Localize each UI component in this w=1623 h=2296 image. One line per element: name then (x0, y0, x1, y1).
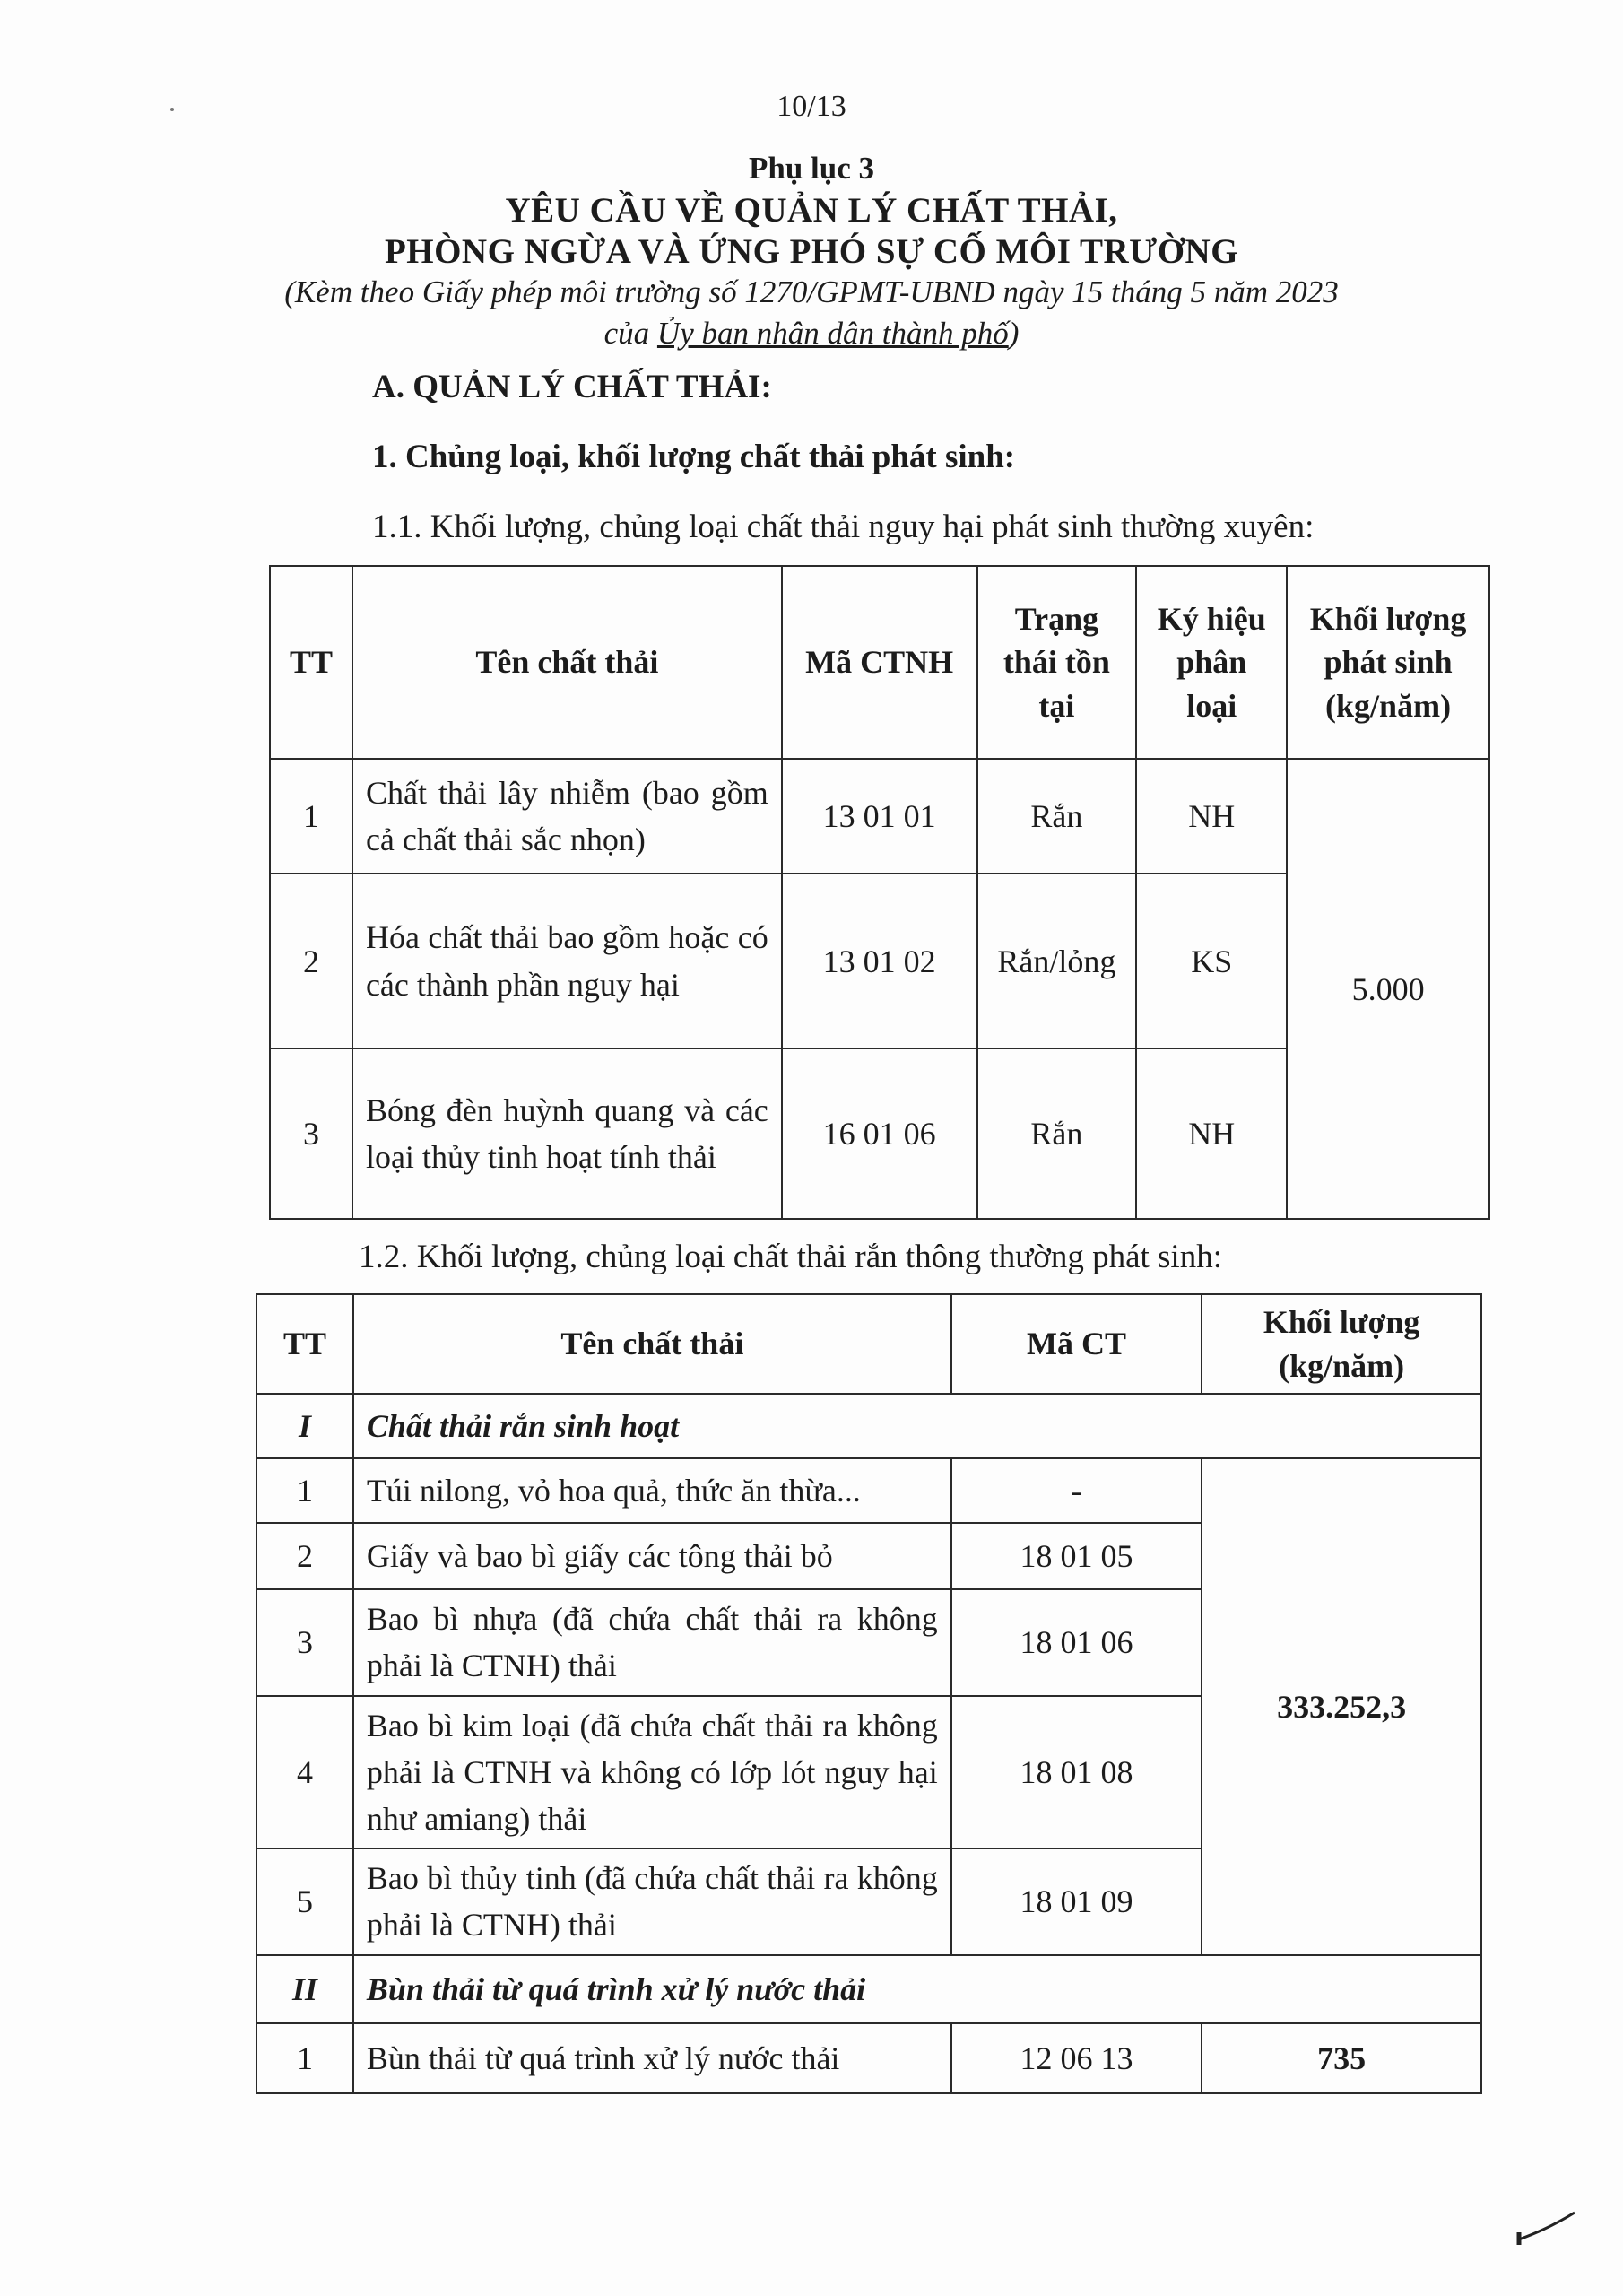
table-row (256, 1458, 1481, 1523)
table-row (270, 759, 1489, 874)
waste-code: 18 01 06 (951, 1589, 1202, 1695)
section-heading-1-1: 1.1. Khối lượng, chủng loại chất thải nguy hại phát sinh thường xuyên: (372, 509, 1315, 545)
row-number: 3 (270, 1048, 352, 1219)
waste-name: Bao bì thủy tinh (đã chứa chất thải ra không phải là CTNH) thải (353, 1848, 951, 1954)
page-number: 10/13 (777, 90, 846, 123)
waste-code: 12 06 13 (951, 2023, 1202, 2093)
appendix-label: Phụ lục 3 (748, 151, 875, 186)
waste-code: 13 01 01 (782, 759, 977, 874)
column-header: Trạng thái tồn tại (977, 566, 1137, 759)
column-header: TT (256, 1294, 353, 1394)
document-title-line-2: PHÒNG NGỪA VÀ ỨNG PHÓ SỰ CỐ MÔI TRƯỜNG (384, 232, 1239, 271)
document-subtitle-line-1: (Kèm theo Giấy phép môi trường số 1270/GPMT-UBND ngày 15 tháng 5 năm 2023 (284, 274, 1339, 309)
row-number: 5 (256, 1848, 353, 1954)
waste-state: Rắn/lỏng (977, 874, 1137, 1048)
waste-code: 16 01 06 (782, 1048, 977, 1219)
waste-class: KS (1136, 874, 1287, 1048)
issuing-authority: Ủy ban nhân dân thành phố (656, 316, 1009, 351)
document-title-line-1: YÊU CẦU VỀ QUẢN LÝ CHẤT THẢI, (505, 191, 1118, 230)
waste-code: 18 01 05 (951, 1523, 1202, 1589)
group-title: Bùn thải từ quá trình xử lý nước thải (353, 1955, 1481, 2023)
hazardous-waste-table (269, 565, 1490, 1220)
row-number: 1 (256, 1458, 353, 1523)
waste-amount: 735 (1202, 2023, 1481, 2093)
row-number: 2 (256, 1523, 353, 1589)
row-number: 2 (270, 874, 352, 1048)
total-amount: 5.000 (1287, 759, 1489, 1219)
waste-name: Hóa chất thải bao gồm hoặc có các thành phần nguy hại (352, 874, 782, 1048)
column-header: Mã CTNH (782, 566, 977, 759)
waste-name: Bóng đèn huỳnh quang và các loại thủy tinh hoạt tính thải (352, 1048, 782, 1219)
table-header-row (256, 1294, 1481, 1394)
waste-name: Bao bì nhựa (đã chứa chất thải ra không phải là CTNH) thải (353, 1589, 951, 1695)
row-number: 3 (256, 1589, 353, 1695)
group-number: II (256, 1955, 353, 2023)
solid-waste-table (256, 1293, 1482, 2094)
column-header: Mã CT (951, 1294, 1202, 1394)
waste-class: NH (1136, 759, 1287, 874)
document-subtitle-line-2 (0, 316, 1623, 352)
waste-class: NH (1136, 1048, 1287, 1219)
table-header-row (270, 566, 1489, 759)
waste-state: Rắn (977, 1048, 1137, 1219)
total-amount: 333.252,3 (1202, 1458, 1481, 1954)
subtitle-prefix: của (603, 316, 657, 351)
section-heading-1: 1. Chủng loại, khối lượng chất thải phát sinh: (372, 439, 1016, 475)
section-heading-1-2: 1.2. Khối lượng, chủng loại chất thải rắn thông thường phát sinh: (359, 1239, 1222, 1275)
waste-state: Rắn (977, 759, 1137, 874)
waste-code: 13 01 02 (782, 874, 977, 1048)
waste-name: Giấy và bao bì giấy các tông thải bỏ (353, 1523, 951, 1589)
group-title: Chất thải rắn sinh hoạt (353, 1394, 1481, 1458)
waste-code: 18 01 08 (951, 1696, 1202, 1849)
column-header: Ký hiệu phân loại (1136, 566, 1287, 759)
group-number: I (256, 1394, 353, 1458)
column-header: Tên chất thải (352, 566, 782, 759)
column-header: Tên chất thải (353, 1294, 951, 1394)
section-heading-a: A. QUẢN LÝ CHẤT THẢI: (372, 369, 772, 405)
waste-name: Bùn thải từ quá trình xử lý nước thải (353, 2023, 951, 2093)
waste-code: 18 01 09 (951, 1848, 1202, 1954)
row-number: 1 (256, 2023, 353, 2093)
waste-name: Túi nilong, vỏ hoa quả, thức ăn thừa... (353, 1458, 951, 1523)
handwritten-mark-icon (1515, 2202, 1578, 2247)
column-header: TT (270, 566, 352, 759)
group-row (256, 1955, 1481, 2023)
group-row (256, 1394, 1481, 1458)
row-number: 4 (256, 1696, 353, 1849)
column-header: Khối lượng phát sinh (kg/năm) (1287, 566, 1489, 759)
waste-name: Chất thải lây nhiễm (bao gồm cả chất thải sắc nhọn) (352, 759, 782, 874)
subtitle-suffix: ) (1008, 316, 1020, 351)
waste-name: Bao bì kim loại (đã chứa chất thải ra không phải là CTNH và không có lớp lót nguy hại như amiang) thải (353, 1696, 951, 1849)
waste-code: - (951, 1458, 1202, 1523)
row-number: 1 (270, 759, 352, 874)
table-row (256, 2023, 1481, 2093)
column-header: Khối lượng (kg/năm) (1202, 1294, 1481, 1394)
